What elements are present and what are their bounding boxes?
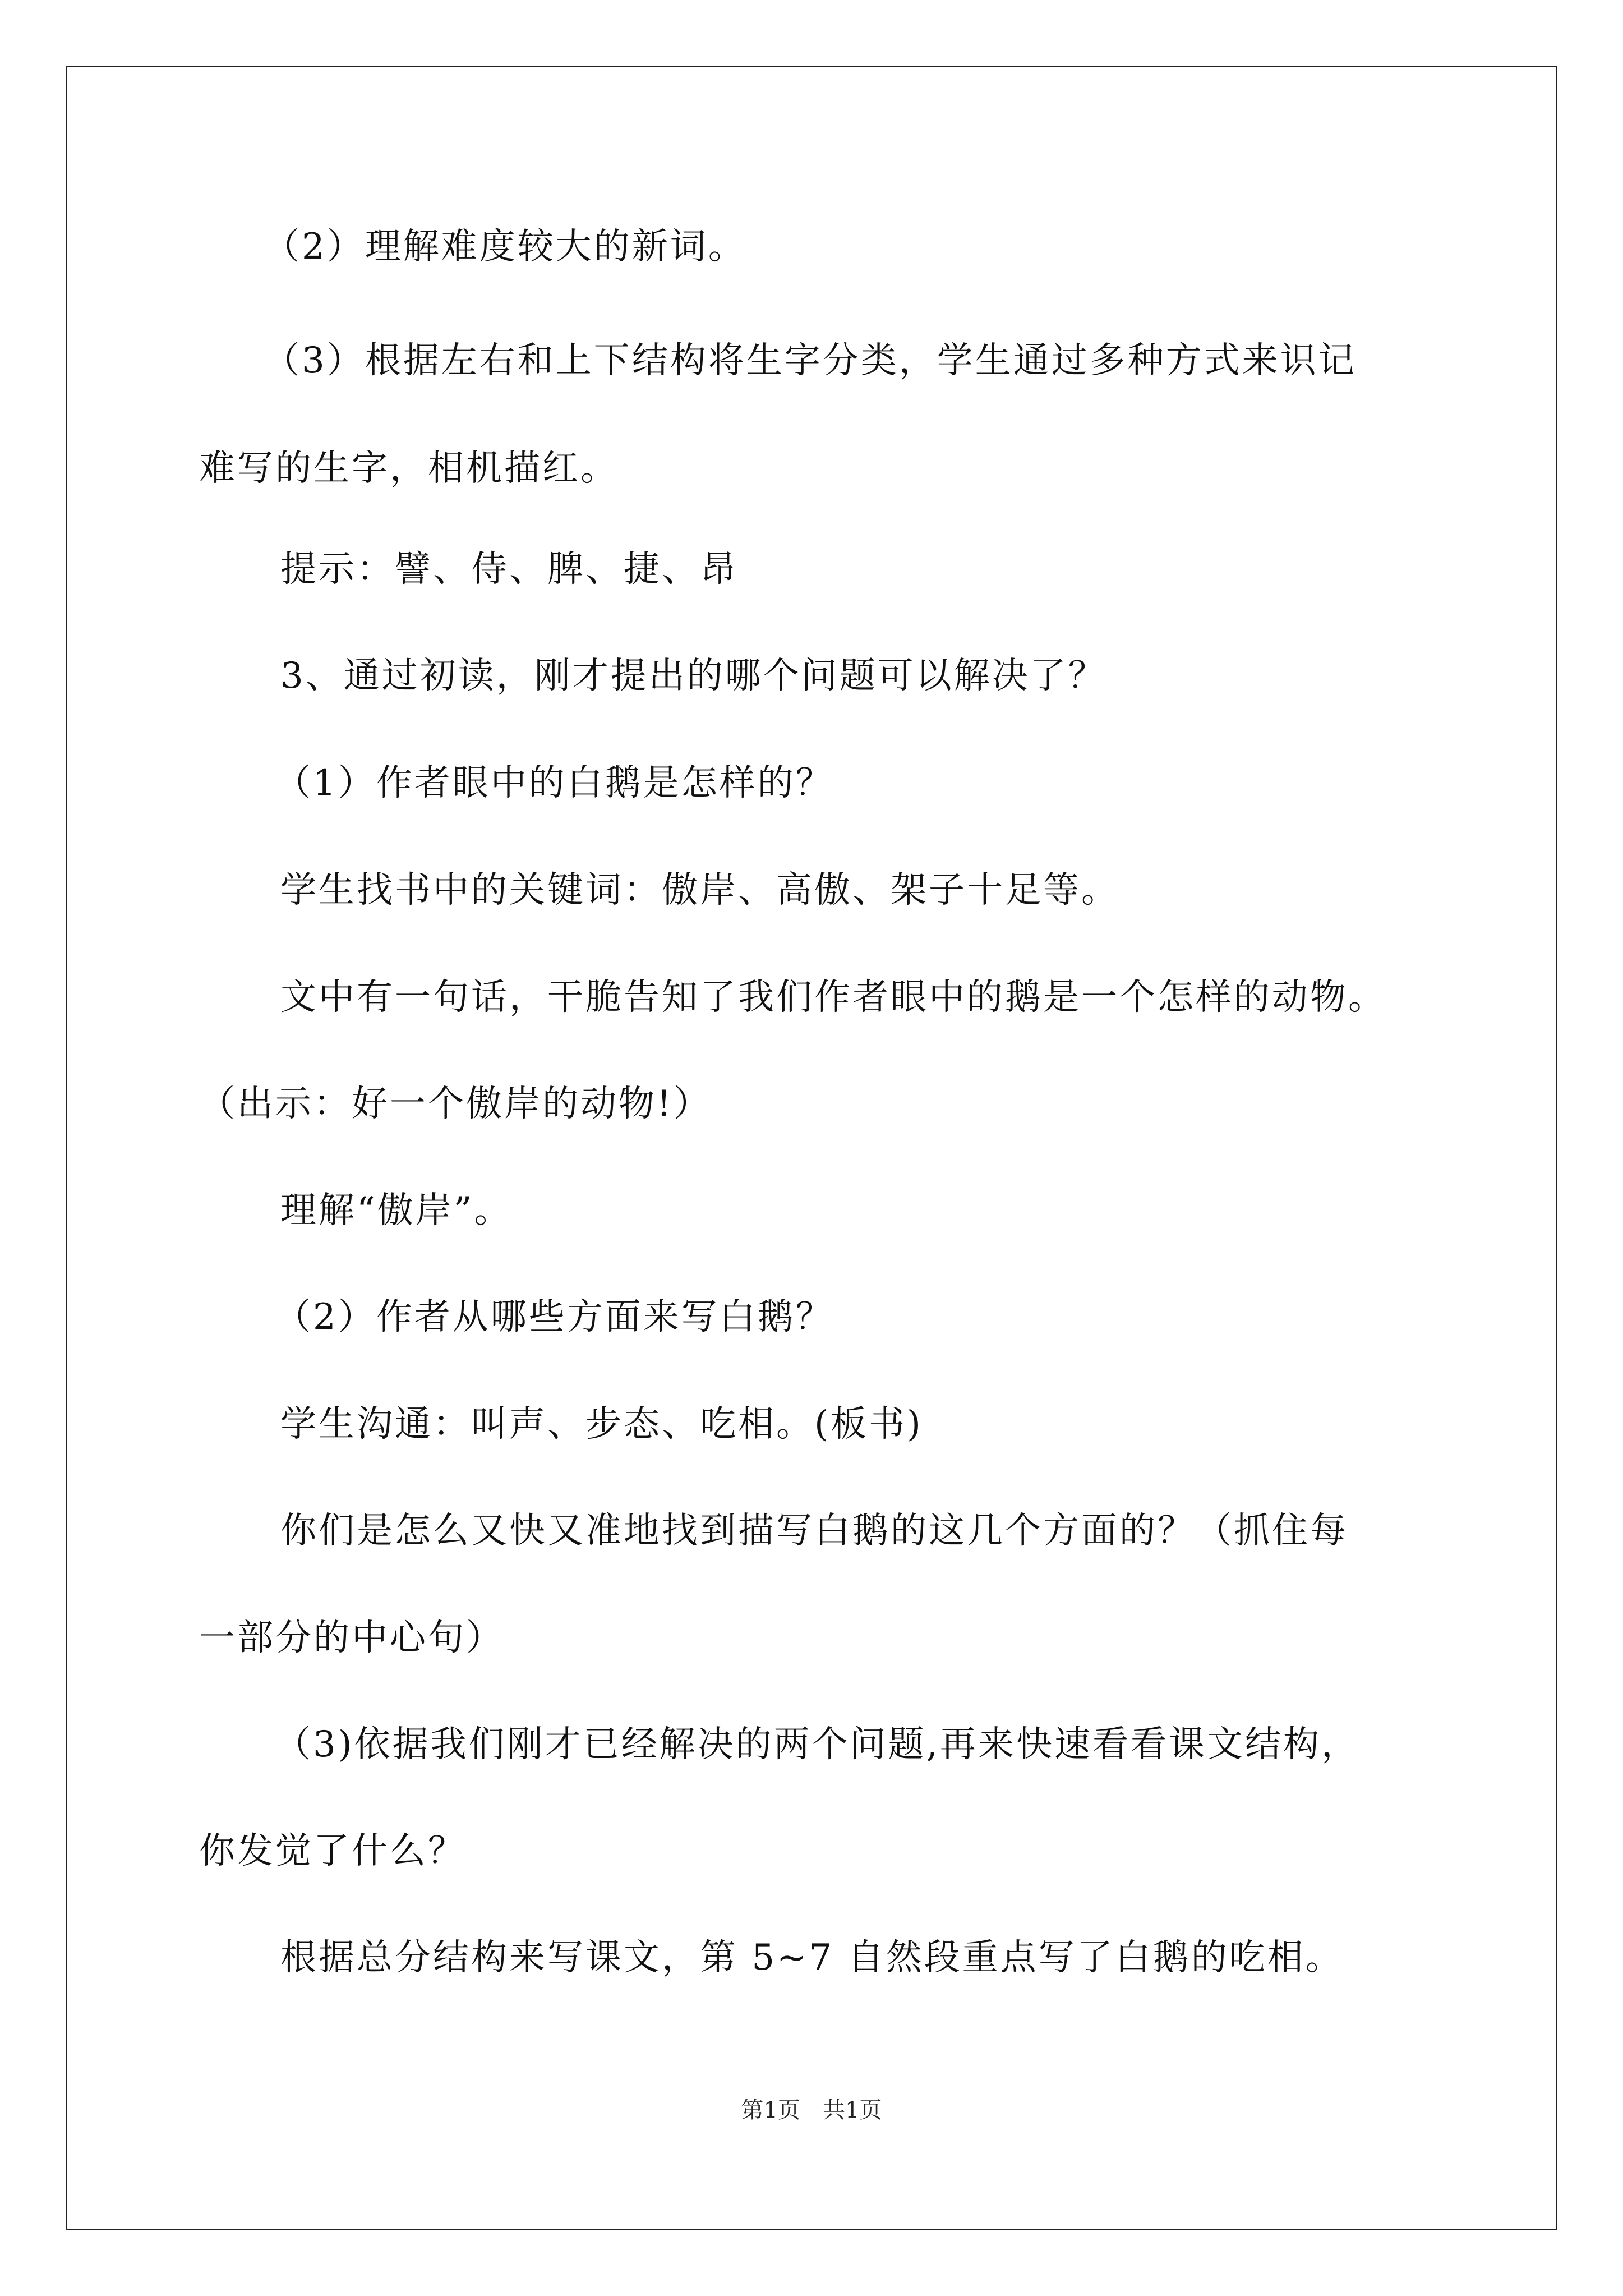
text-line-6: （1）作者眼中的白鹅是怎样的？: [275, 762, 834, 804]
text-line-5: 3、通过初读，刚才提出的哪个问题可以解决了？: [280, 655, 1106, 697]
text-line-3: 难写的生字，相机描红。: [199, 448, 619, 489]
text-line-11: （2）作者从哪些方面来写白鹅？: [275, 1296, 834, 1338]
text-line-4: 提示：譬、侍、脾、捷、昂: [280, 549, 738, 590]
text-line-13: 你们是怎么又快又准地找到描写白鹅的这几个方面的？（抓住每: [280, 1510, 1348, 1552]
text-line-1: （2）理解难度较大的新词。: [264, 226, 746, 268]
text-line-8: 文中有一句话，干脆告知了我们作者眼中的鹅是一个怎样的动物。: [280, 977, 1386, 1018]
page-footer: 第1页 共1页: [741, 2097, 882, 2123]
text-line-9: （出示：好一个傲岸的动物!）: [199, 1083, 712, 1125]
text-line-16: 你发觉了什么？: [199, 1830, 466, 1872]
text-line-7: 学生找书中的关键词：傲岸、高傲、架子十足等。: [280, 869, 1119, 911]
text-line-17: 根据总分结构来写课文，第 5~7 自然段重点写了白鹅的吃相。: [280, 1937, 1344, 1978]
page-border: [66, 66, 1557, 2230]
text-line-14: 一部分的中心句）: [199, 1617, 504, 1659]
text-line-2: （3）根据左右和上下结构将生字分类，学生通过多种方式来识记: [264, 340, 1357, 381]
text-line-12: 学生沟通：叫声、步态、吃相。(板书): [280, 1404, 923, 1445]
text-line-10: 理解“傲岸”。: [280, 1190, 513, 1231]
text-line-15: （3)依据我们刚才已经解决的两个问题,再来快速看看课文结构，: [275, 1724, 1360, 1765]
